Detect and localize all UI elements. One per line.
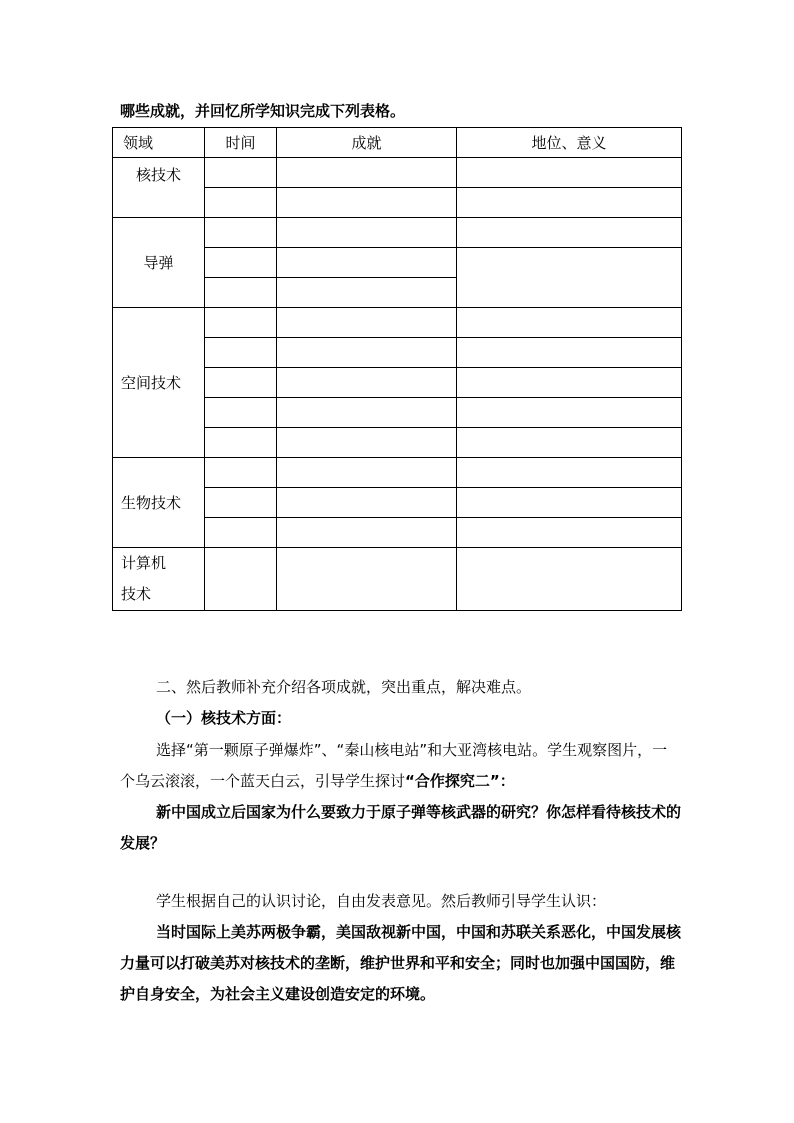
table-cell [277,548,457,611]
table-row [113,158,682,188]
table-cell [277,308,457,338]
intro-text: 哪些成就，并回忆所学知识完成下列表格。 [120,102,406,120]
table-cell [457,368,682,398]
inquiry-question: 新中国成立后国家为什么要致力于原子弹等核武器的研究？你怎样看待核技术的发展？ [120,803,682,852]
table-cell [457,158,682,188]
header-achievement: 成就 [277,128,457,158]
table-cell [205,188,277,218]
table-cell [457,338,682,368]
table-cell [457,188,682,218]
table-row [113,218,682,248]
field-missile: 导弹 [113,218,205,308]
table-cell [457,548,682,611]
table-cell [277,158,457,188]
table-cell [457,518,682,548]
table-cell [205,548,277,611]
table-header-row [113,128,682,158]
field-computer-line2: 技术 [121,585,152,603]
table-cell [277,278,457,308]
table-cell [205,158,277,188]
paragraph-select-images [120,735,682,797]
table-cell [205,518,277,548]
table-cell [277,248,457,278]
cooperative-inquiry-label: “合作探究二”： [405,772,515,790]
header-field: 领域 [113,128,205,158]
table-cell [205,368,277,398]
table-cell [205,488,277,518]
field-computer [113,548,205,611]
table-cell [457,488,682,518]
field-bio: 生物技术 [113,458,205,548]
table-cell [277,188,457,218]
table-row [113,548,682,611]
paragraph-conclusion: 当时国际上美苏两极争霸，美国敌视新中国，中国和苏联关系恶化，中国发展核力量可以打破美苏对核技术的垄断，维护世界和平和安全；同时也加强中国国防，维护自身安全，为社会主义建设创造安定的环境。 [120,923,682,1003]
field-space: 空间技术 [113,308,205,458]
table-row [113,458,682,488]
table-cell [277,368,457,398]
table-cell [457,458,682,488]
table-cell [457,398,682,428]
table-cell [277,428,457,458]
table-cell [205,248,277,278]
table-cell [205,458,277,488]
table-cell [457,248,682,308]
table-row [113,308,682,338]
table-cell [205,338,277,368]
table-cell [205,308,277,338]
table-cell [457,308,682,338]
achievement-table [112,127,682,611]
table-cell [205,278,277,308]
table-cell [277,338,457,368]
paragraph-discussion: 学生根据自己的认识讨论，自由发表意见。然后教师引导学生认识： [156,892,607,910]
table-cell [277,398,457,428]
section-heading-nuclear: （一）核技术方面： [156,709,292,727]
table-cell [277,458,457,488]
table-cell [205,398,277,428]
table-cell [457,218,682,248]
table-cell [277,518,457,548]
field-computer-line1: 计算机 [121,554,167,572]
paragraph-select-images-text: 选择“第一颗原子弹爆炸”、“秦山核电站”和大亚湾核电站。学生观察图片，一个乌云滚滚，一个蓝天白云，引导学生探讨 [120,741,668,790]
header-significance: 地位、意义 [457,128,682,158]
table-cell [457,428,682,458]
table-cell [205,428,277,458]
table-cell [277,218,457,248]
header-time: 时间 [205,128,277,158]
field-nuclear: 核技术 [113,158,205,218]
table-cell [205,218,277,248]
table-cell [277,488,457,518]
paragraph-supplement: 二、然后教师补充介绍各项成就，突出重点，解决难点。 [156,678,532,696]
